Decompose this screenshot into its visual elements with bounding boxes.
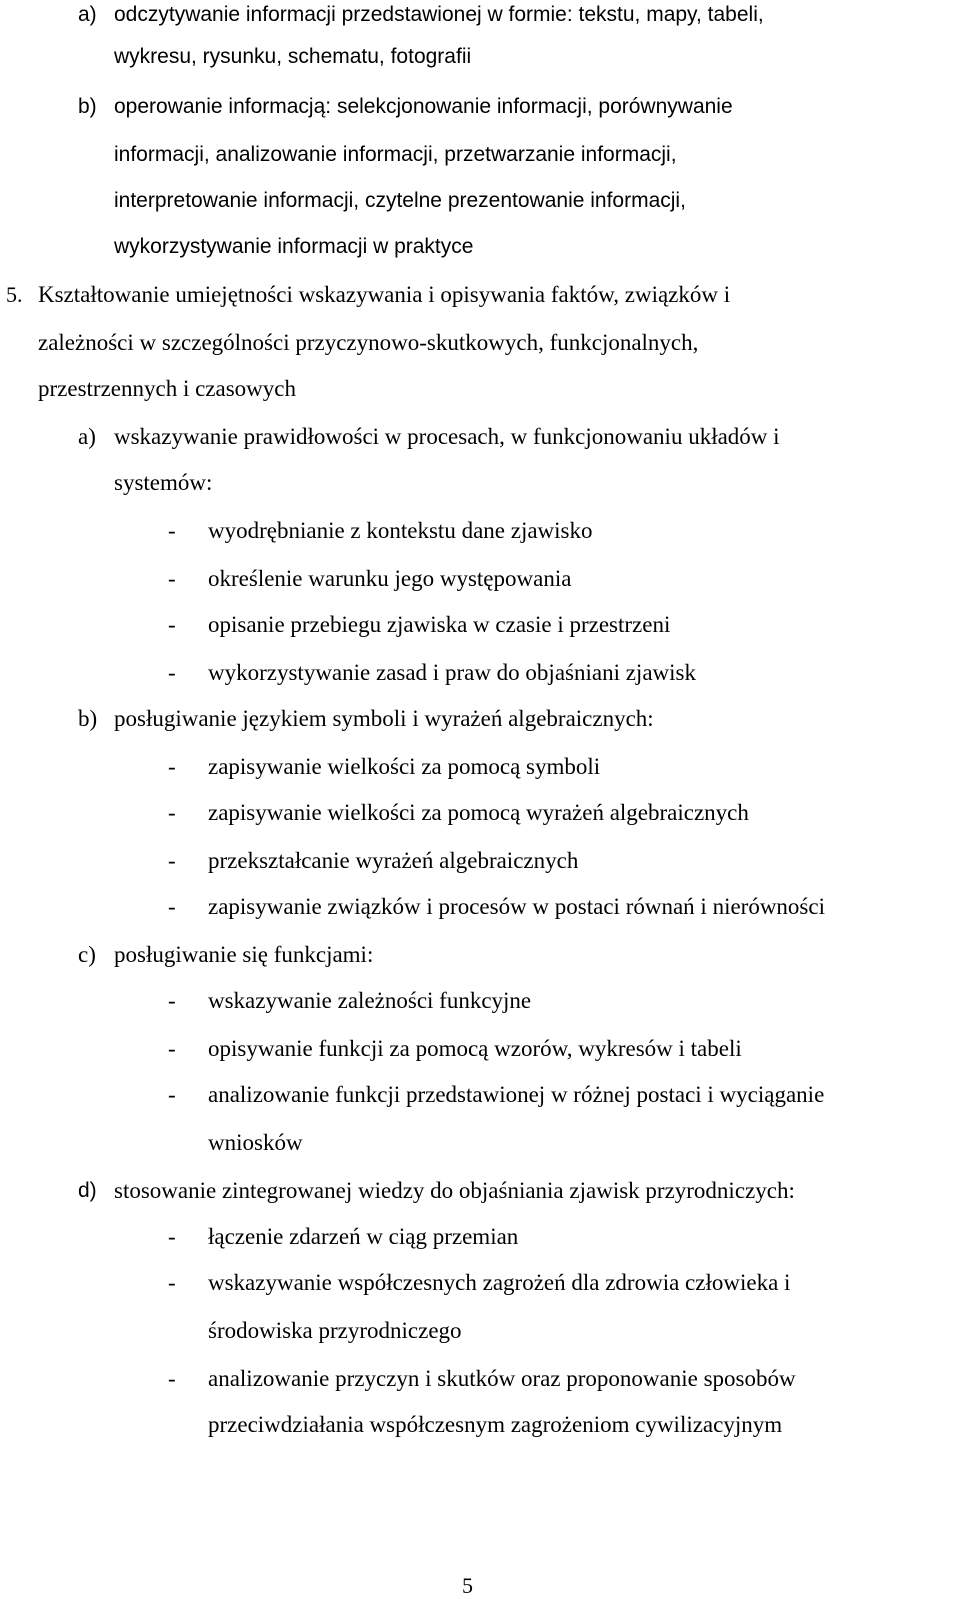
- section-5-d-line: stosowanie zintegrowanej wiedzy do objaśniania zjawisk przyrodniczych:: [114, 1178, 795, 1203]
- bullet-item-continuation: wniosków: [208, 1130, 303, 1155]
- item-b-line-4: wykorzystywanie informacji w praktyce: [114, 235, 474, 258]
- section-5-marker-a: a): [78, 424, 96, 449]
- bullet-item: zapisywanie wielkości za pomocą symboli: [208, 754, 601, 779]
- bullet-item: wyodrębnianie z kontekstu dane zjawisko: [208, 518, 593, 543]
- bullet-item: wskazywanie zależności funkcyjne: [208, 988, 532, 1013]
- bullet-item: opisywanie funkcji za pomocą wzorów, wykresów i tabeli: [208, 1036, 742, 1061]
- bullet-dash: -: [168, 612, 176, 637]
- bullet-item: analizowanie przyczyn i skutków oraz proponowanie sposobów: [208, 1366, 796, 1391]
- bullet-dash: -: [168, 566, 176, 591]
- bullet-item: opisanie przebiegu zjawiska w czasie i przestrzeni: [208, 612, 671, 637]
- bullet-item: zapisywanie wielkości za pomocą wyrażeń algebraicznych: [208, 800, 749, 825]
- bullet-dash: -: [168, 894, 176, 919]
- section-5-marker-b: b): [78, 706, 98, 731]
- bullet-dash: -: [168, 800, 176, 825]
- section-5-a-line-1: wskazywanie prawidłowości w procesach, w funkcjonowaniu układów i: [114, 424, 780, 449]
- bullet-dash: -: [168, 1036, 176, 1061]
- bullet-dash: -: [168, 1224, 176, 1249]
- bullet-item: łączenie zdarzeń w ciąg przemian: [208, 1224, 519, 1249]
- list-marker-b: b): [78, 95, 97, 118]
- section-5-a-line-2: systemów:: [114, 470, 213, 495]
- bullet-dash: -: [168, 660, 176, 685]
- bullet-item-continuation: środowiska przyrodniczego: [208, 1318, 462, 1343]
- list-marker-a: a): [78, 3, 97, 26]
- bullet-dash: -: [168, 1270, 176, 1295]
- section-5-b-line: posługiwanie językiem symboli i wyrażeń algebraicznych:: [114, 706, 654, 731]
- bullet-dash: -: [168, 1082, 176, 1107]
- page-number: 5: [462, 1573, 473, 1598]
- bullet-item: wskazywanie współczesnych zagrożeń dla zdrowia człowieka i: [208, 1270, 791, 1295]
- section-5-heading-line-2: zależności w szczególności przyczynowo-skutkowych, funkcjonalnych,: [38, 330, 699, 355]
- item-b-line-1: operowanie informacją: selekcjonowanie informacji, porównywanie: [114, 95, 733, 118]
- bullet-item: wykorzystywanie zasad i praw do objaśniani zjawisk: [208, 660, 696, 685]
- item-a-line-1: odczytywanie informacji przedstawionej w formie: tekstu, mapy, tabeli,: [114, 3, 764, 26]
- bullet-item: przekształcanie wyrażeń algebraicznych: [208, 848, 579, 873]
- bullet-dash: -: [168, 518, 176, 543]
- section-5-number: 5.: [6, 282, 23, 307]
- bullet-dash: -: [168, 988, 176, 1013]
- section-5-marker-d: d): [78, 1179, 97, 1202]
- bullet-item: zapisywanie związków i procesów w postaci równań i nierówności: [208, 894, 825, 919]
- section-5-heading-line-3: przestrzennych i czasowych: [38, 376, 296, 401]
- item-b-line-3: interpretowanie informacji, czytelne prezentowanie informacji,: [114, 189, 686, 212]
- bullet-item-continuation: przeciwdziałania współczesnym zagrożeniom cywilizacyjnym: [208, 1412, 783, 1437]
- section-5-heading-line-1: Kształtowanie umiejętności wskazywania i opisywania faktów, związków i: [38, 282, 731, 307]
- section-5-marker-c: c): [78, 942, 96, 967]
- item-a-line-2: wykresu, rysunku, schematu, fotografii: [114, 45, 472, 68]
- bullet-dash: -: [168, 848, 176, 873]
- bullet-item: określenie warunku jego występowania: [208, 566, 572, 591]
- bullet-dash: -: [168, 754, 176, 779]
- item-b-line-2: informacji, analizowanie informacji, przetwarzanie informacji,: [114, 143, 677, 166]
- bullet-dash: -: [168, 1366, 176, 1391]
- section-5-c-line: posługiwanie się funkcjami:: [114, 942, 374, 967]
- bullet-item: analizowanie funkcji przedstawionej w różnej postaci i wyciąganie: [208, 1082, 825, 1107]
